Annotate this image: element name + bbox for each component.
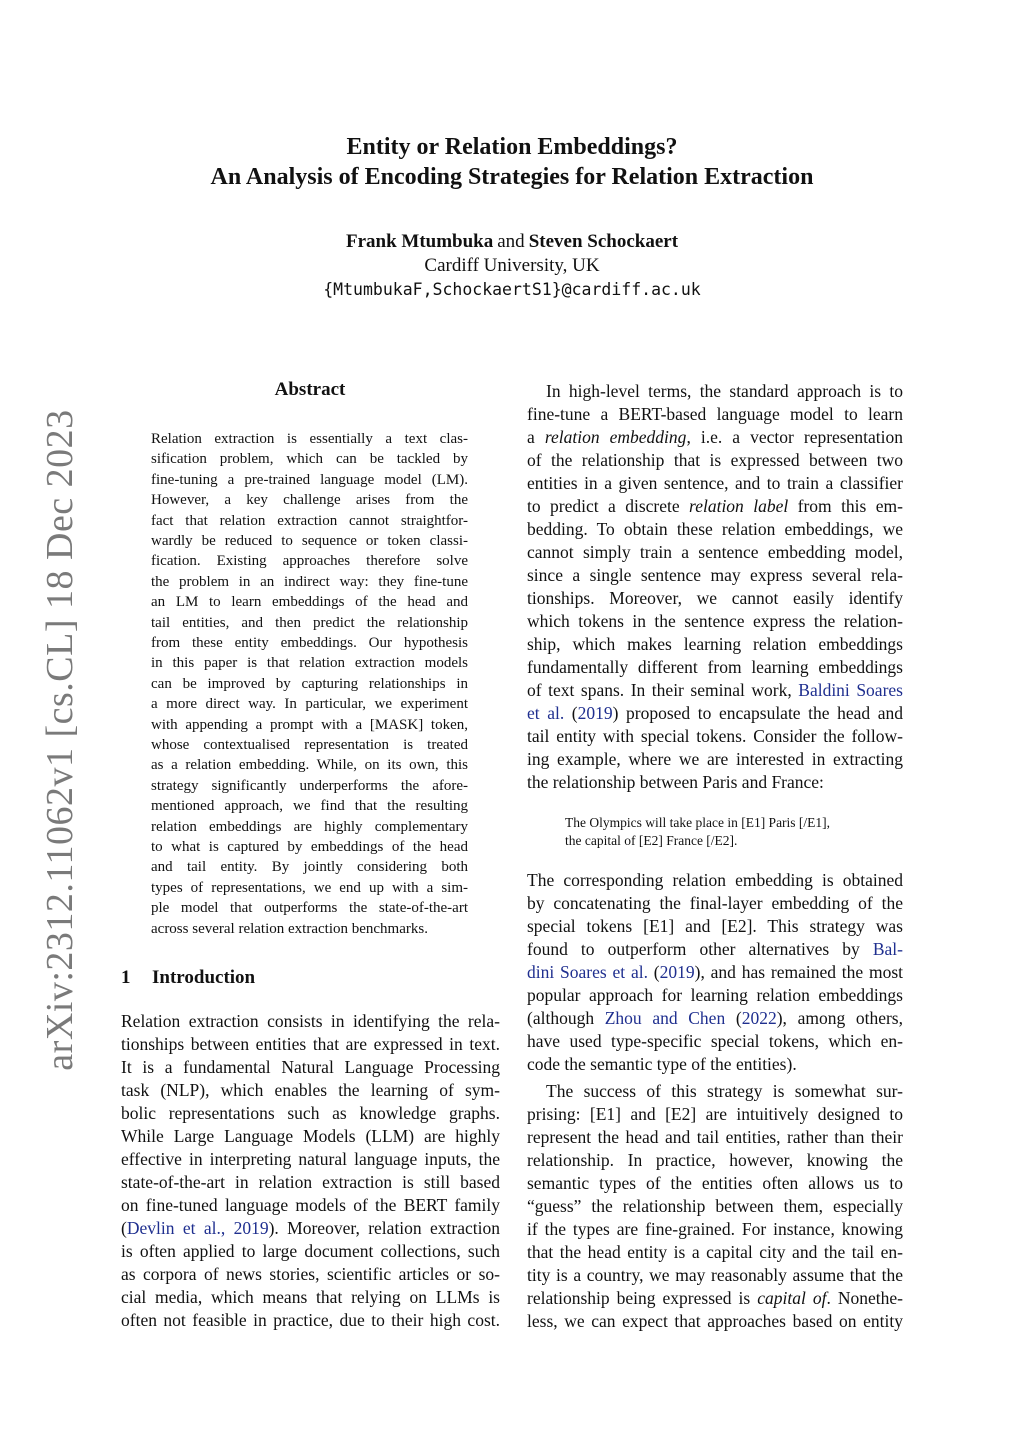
- text-line: [121, 1217, 500, 1240]
- abstract-line: an LM to learn embeddings of the head and: [151, 594, 468, 611]
- citation-link[interactable]: dini Soares et al.: [527, 962, 648, 982]
- text-fragment: found to outperform other alternatives by: [527, 939, 873, 959]
- text-line: While Large Language Models (LLM) are highly: [121, 1126, 500, 1146]
- text-line: [527, 938, 903, 961]
- abstract-line: can be improved by capturing relationships in: [151, 675, 468, 692]
- text-line: tail entity with special tokens. Consider the follow-: [527, 726, 903, 746]
- text-line: special tokens [E1] and [E2]. This strategy was: [527, 916, 903, 936]
- emphasis: capital of: [757, 1288, 827, 1308]
- text-line: since a single sentence may express several rela-: [527, 565, 903, 585]
- text-fragment: ). Moreover, relation extraction: [268, 1218, 501, 1238]
- abstract-line: tail entities, and then predict the relationship: [151, 614, 468, 631]
- text-line: often not feasible in practice, due to their high cost.: [121, 1310, 500, 1330]
- text-line: ship, which makes learning relation embeddings: [527, 634, 903, 654]
- text-line: code the semantic type of the entities).: [527, 1054, 797, 1074]
- citation-link[interactable]: et al.: [527, 703, 565, 723]
- text-line: prising: [E1] and [E2] are intuitively designed to: [527, 1104, 903, 1124]
- author-conjunction: and: [497, 231, 525, 252]
- affiliation: Cardiff University, UK: [424, 255, 600, 276]
- section-number: 1: [121, 967, 131, 988]
- text-line: by concatenating the final-layer embedding of the: [527, 893, 903, 913]
- abstract-line: types of representations, we end up with a sim-: [151, 879, 468, 896]
- text-fragment: (although: [527, 1008, 605, 1028]
- example-line: the capital of [E2] France [/E2].: [565, 833, 738, 848]
- text-fragment: ), among others,: [776, 1008, 903, 1028]
- text-line: fine-tune a BERT-based language model to learn: [527, 404, 903, 424]
- abstract-line: fine-tuning a pre-trained language model (LM).: [151, 471, 468, 488]
- text-line: “guess” the relationship between them, especially: [527, 1196, 903, 1216]
- abstract-line: as a relation embedding. While, on its own, this: [151, 757, 468, 774]
- text-fragment: to predict a discrete: [527, 496, 690, 516]
- emphasis: relation label: [689, 496, 789, 516]
- text-line: tionships between entities that are expressed in text.: [121, 1034, 500, 1054]
- abstract-line: relation embeddings are highly complementary: [151, 818, 468, 835]
- abstract-line: mentioned approach, we find that the resulting: [151, 798, 468, 815]
- abstract-line: from these entity embeddings. Our hypothesis: [151, 635, 468, 651]
- text-line: task (NLP), which enables the learning of sym-: [121, 1080, 500, 1100]
- text-line: [527, 1007, 903, 1030]
- text-line: [527, 679, 903, 702]
- text-fragment: ) proposed to encapsulate the head and: [612, 703, 903, 723]
- text-fragment: a: [527, 427, 545, 447]
- text-line: as corpora of news stories, scientific articles or so-: [121, 1264, 500, 1284]
- text-line: tionships. Moreover, we cannot easily identify: [527, 588, 903, 608]
- text-line: The corresponding relation embedding is obtained: [527, 870, 903, 890]
- text-line: represent the head and tail entities, rather than their: [527, 1127, 903, 1147]
- text-line: It is a fundamental Natural Language Processing: [121, 1057, 500, 1077]
- text-line: The success of this strategy is somewhat sur-: [546, 1081, 903, 1101]
- text-fragment: from this em-: [788, 496, 903, 516]
- abstract-line: to what is captured by embeddings of the head: [151, 839, 468, 855]
- abstract-line: wardly be reduced to sequence or token classi-: [151, 533, 468, 549]
- abstract-line: sification problem, which can be tackled by: [151, 451, 468, 468]
- text-fragment: (: [725, 1008, 742, 1028]
- text-line: popular approach for learning relation embeddings: [527, 985, 903, 1005]
- author-1: Frank Mtumbuka: [345, 231, 494, 252]
- text-line: cannot simply train a sentence embedding model,: [527, 542, 903, 562]
- email: {MtumbukaF,SchockaertS1}@cardiff.ac.uk: [323, 280, 701, 299]
- text-fragment: of text spans. In their seminal work,: [527, 680, 799, 700]
- section-title: Introduction: [152, 967, 256, 988]
- example-line: The Olympics will take place in [E1] Paris [/E1],: [565, 815, 831, 830]
- author-names: [0, 230, 1024, 254]
- abstract-line: the problem in an indirect way: they fine-tune: [151, 573, 468, 590]
- text-line: semantic types of the entities often allows us to: [527, 1173, 903, 1193]
- abstract-line: with appending a prompt with a [MASK] token,: [151, 716, 468, 733]
- text-line: which tokens in the sentence express the relation-: [527, 611, 903, 631]
- text-line: of the relationship that is expressed between two: [527, 450, 903, 470]
- text-line: bedding. To obtain these relation embeddings, we: [527, 519, 903, 539]
- citation-link[interactable]: Zhou and Chen: [604, 1008, 726, 1028]
- title-line-2: An Analysis of Encoding Strategies for Relation Extraction: [210, 164, 814, 190]
- text-line: ing example, where we are interested in extracting: [527, 749, 903, 769]
- abstract-line: and tail entity. By jointly considering both: [151, 859, 468, 876]
- text-line: that the head entity is a capital city and the tail en-: [527, 1242, 903, 1262]
- text-line: [527, 702, 903, 725]
- text-line: [527, 495, 903, 518]
- text-line: Relation extraction consists in identifying the rela-: [121, 1011, 500, 1031]
- text-line: effective in interpreting natural language inputs, the: [121, 1149, 500, 1169]
- text-line: cial media, which means that relying on LLMs is: [121, 1287, 500, 1307]
- text-line: entities in a given sentence, and to train a classifier: [527, 473, 903, 493]
- text-line: [527, 426, 903, 449]
- text-fragment: (: [564, 703, 578, 723]
- text-fragment: relationship being expressed is: [527, 1288, 758, 1308]
- text-line: [527, 1287, 903, 1310]
- text-line: the relationship between Paris and France:: [527, 772, 824, 792]
- paper-title: [0, 132, 1024, 192]
- text-line: tity is a country, we may reasonably assume that the: [527, 1265, 903, 1285]
- abstract-line: Relation extraction is essentially a text clas-: [151, 431, 468, 447]
- citation-link[interactable]: Bal-: [872, 939, 903, 959]
- abstract-line: ple model that outperforms the state-of-the-art: [151, 900, 468, 917]
- abstract-line: in this paper is that relation extraction models: [151, 655, 468, 672]
- abstract-line: across several relation extraction benchmarks.: [151, 920, 428, 937]
- emphasis: relation embedding: [544, 427, 687, 447]
- citation-link[interactable]: Devlin et al., 2019: [126, 1218, 269, 1238]
- abstract-line: a more direct way. In particular, we experiment: [151, 696, 468, 713]
- abstract-line: whose contextualised representation is treated: [151, 737, 468, 753]
- text-line: less, we can expect that approaches based on entity: [527, 1311, 903, 1331]
- text-line: fundamentally different from learning embeddings: [527, 657, 903, 677]
- abstract-heading: Abstract: [274, 379, 346, 400]
- text-fragment: (: [647, 962, 660, 982]
- text-line: is often applied to large document collections, such: [121, 1241, 500, 1261]
- text-line: if the types are fine-grained. For instance, knowing: [527, 1219, 903, 1239]
- text-line: In high-level terms, the standard approach is to: [546, 381, 903, 401]
- text-line: on fine-tuned language models of the BERT family: [121, 1195, 500, 1215]
- author-block: [0, 230, 1024, 302]
- citation-link[interactable]: 2022: [741, 1008, 777, 1028]
- abstract-line: strategy significantly underperforms the afore-: [151, 777, 468, 794]
- arxiv-identifier: arXiv:2312.11062v1 [cs.CL] 18 Dec 2023: [39, 409, 81, 1071]
- citation-link[interactable]: Baldini Soares: [798, 680, 903, 700]
- section-heading: [121, 967, 255, 989]
- abstract-line: fication. Existing approaches therefore solve: [151, 553, 468, 570]
- text-line: relationship. In practice, however, knowing the: [527, 1150, 903, 1170]
- citation-link[interactable]: 2019: [577, 703, 613, 723]
- text-line: state-of-the-art in relation extraction is still based: [121, 1172, 500, 1192]
- text-line: bolic representations such as knowledge graphs.: [121, 1103, 500, 1123]
- text-line: [527, 961, 903, 984]
- author-2: Steven Schockaert: [528, 231, 679, 252]
- text-fragment: (: [121, 1218, 127, 1238]
- text-fragment: , i.e. a vector representation: [686, 427, 903, 447]
- text-line: have used type-specific special tokens, which en-: [527, 1031, 903, 1051]
- title-line-1: Entity or Relation Embeddings?: [346, 134, 678, 160]
- abstract-line: fact that relation extraction cannot straightfor-: [151, 512, 468, 529]
- text-fragment: . Nonethe-: [826, 1288, 903, 1308]
- citation-link[interactable]: 2019: [659, 962, 695, 982]
- abstract-line: However, a key challenge arises from the: [151, 492, 468, 509]
- text-fragment: ), and has remained the most: [694, 962, 904, 982]
